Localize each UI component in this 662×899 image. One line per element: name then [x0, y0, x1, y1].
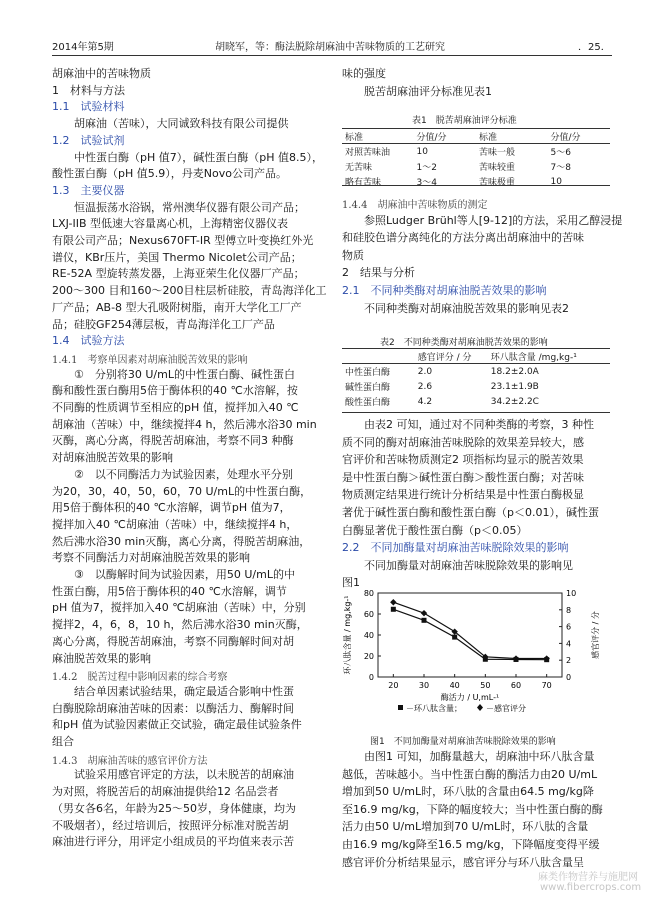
table-cell: 2.6 [417, 381, 433, 392]
table-row [342, 143, 610, 158]
x-tick-label: 70 [541, 681, 552, 690]
figure1-chart [340, 585, 612, 730]
right-text-line: 是中性蛋白酶＞碱性蛋白酶＞酸性蛋白酶；对苦味 [342, 470, 584, 484]
table-cell: 4.2 [417, 396, 433, 407]
table-cell: 碱性蛋白酶 [345, 383, 391, 393]
header-page-number: ．25． [578, 42, 611, 53]
left-text-line: 不同酶的性质调节至相应的pH 值，搅拌加入40 ℃ [52, 401, 299, 414]
table-header-cell: 标准 [345, 133, 364, 143]
table2-caption: 表2 不同种类酶对胡麻油脱苦效果的影响 [380, 338, 548, 348]
table-cell: 3～4 [416, 178, 437, 188]
y-left-tick-label: 80 [363, 589, 374, 598]
table-cell: 略有苦味 [345, 178, 382, 188]
x-tick-label: 50 [480, 681, 491, 690]
header-title: 胡晓军，等：酶法脱除胡麻油中苦味物质的工艺研究 [215, 42, 445, 53]
header-issue: 2014年第5期 [52, 42, 114, 53]
left-text-line: 对胡麻油脱苦效果的影响 [52, 451, 173, 465]
table-row [342, 378, 610, 393]
right-text-line: 官评价和苦味物质测定2 项指标均显示的脱苦效果 [342, 453, 584, 467]
table-cell: 苦味较重 [478, 163, 515, 173]
y-left-tick-label: 60 [363, 610, 374, 619]
table-header-cell: 标准 [478, 133, 497, 143]
left-text-line: 酶和酸性蛋白酶用5倍于酶体积的40 ℃水溶解，按 [52, 384, 298, 398]
x-tick-label: 20 [388, 681, 399, 690]
table-cell: 10 [416, 146, 428, 157]
left-text-line: 为对照，将脱苦后的胡麻油提供给12 名品尝者 [52, 785, 279, 799]
table2-bottom-rule [342, 412, 610, 413]
table-cell: 7～8 [550, 163, 571, 173]
plot-frame [378, 593, 562, 677]
table-cell: 23.1±1.9B [490, 381, 539, 392]
right-text-line: 由表2 可知，通过对不同种类酶的考察，3 种性 [342, 418, 594, 431]
legend-label-peptide: －环八肽含量； [406, 704, 462, 713]
y-left-axis-label: 环八肽含量 / mg,kg-¹ [343, 595, 352, 675]
left-text-line: 1.2 试验试剂 [52, 133, 125, 147]
series-line [393, 609, 546, 659]
left-text-line: ① 分别将30 U/mL的中性蛋白酶、碱性蛋白 [52, 367, 295, 381]
table-header-cell: 环八肽含量 /mg,kg-¹ [490, 353, 577, 363]
x-tick-label: 30 [418, 681, 430, 690]
table1-top-rule [342, 128, 610, 129]
table-header-cell: 感官评分 / 分 [417, 353, 472, 363]
left-text-line: 为20，30，40，50，60，70 U/mL的中性蛋白酶， [52, 484, 312, 498]
left-text-line: 离心分离，得脱苦胡麻油，考察不同酶解时间对胡 [52, 634, 294, 648]
left-text-line: 胡麻油中的苦味物质 [52, 67, 151, 80]
left-text-line: 灭酶，离心分离，得脱苦胡麻油，考察不同3 种酶 [52, 434, 294, 448]
table-cell: 苦味一般 [478, 148, 515, 158]
y-right-axis-label: 感官评分 / 分 [591, 611, 600, 659]
left-text-line: RE-52A 型旋转蒸发器，上海亚荣生化仪器厂产品； [52, 267, 305, 281]
table-row [342, 393, 610, 408]
table-cell: 无苦味 [345, 163, 373, 173]
series-line [393, 602, 546, 658]
legend-diamond-marker [477, 704, 483, 711]
left-text-line: 白酶脱除胡麻油苦味的因素：以酶活力、酶解时间 [52, 701, 294, 715]
left-text-line: 中性蛋白酶（pH 值7），碱性蛋白酶（pH 值8.5）， [52, 150, 323, 164]
left-text-line: 有限公司产品；Nexus670FT-IR 型傅立叶变换红外光 [52, 234, 314, 247]
table-cell: 苦味极重 [478, 178, 515, 188]
table1 [342, 130, 610, 188]
left-text-line: 谱仪，KBr压片，美国 Thermo Nicolet公司产品； [52, 250, 302, 264]
legend-square-marker [398, 705, 403, 710]
data-point-square [391, 607, 396, 612]
table2 [342, 350, 610, 408]
right-text-line: 由图1 可知，加酶量越大，胡麻油中环八肽含量 [342, 750, 595, 763]
right-text-line: 味的强度 [342, 67, 386, 80]
table1-bottom-rule [342, 185, 610, 186]
left-text-line: 胡麻油（苦味），大同诚致科技有限公司提供 [52, 117, 289, 131]
y-right-tick-label: 0 [566, 673, 572, 682]
y-right-tick-label: 6 [566, 622, 572, 632]
left-text-line: 品；硅胶GF254薄层板，青岛海洋化工厂产品 [52, 317, 275, 331]
table-cell: 对照苦味油 [345, 148, 391, 158]
table-cell: 中性蛋白酶 [345, 368, 391, 378]
left-text-line: LXJ-IIB 型低速大容量离心机，上海精密仪器仪表 [52, 217, 289, 231]
y-right-tick-label: 10 [566, 589, 577, 598]
right-text-line: 脱苦胡麻油评分标准见表1 [342, 85, 492, 98]
left-text-line: 胡麻油（苦味）中，继续搅拌4 h，然后沸水浴30 min [52, 417, 317, 431]
table-header-cell: 分值/分 [550, 133, 581, 143]
header-rule [52, 55, 612, 56]
watermark-title: 麻类作物营养与施肥网 [538, 872, 638, 883]
left-text-line: 麻油脱苦效果的影响 [52, 651, 151, 665]
table-cell: 酸性蛋白酶 [345, 398, 391, 408]
right-text-line: 物质 [342, 248, 364, 262]
right-text-line: 2.2 不同加酶量对胡麻油苦味脱除效果的影响 [342, 541, 569, 555]
table-header-cell: 分值/分 [416, 133, 447, 143]
left-text-line: 性蛋白酶，用5倍于酶体积的40 ℃水溶解，调节 [52, 584, 287, 598]
table2-header-rule [342, 363, 610, 364]
left-text-line: pH 值为7，搅拌加入40 ℃胡麻油（苦味）中，分别 [52, 601, 306, 615]
right-text-line: 由16.9 mg/kg降至16.5 mg/kg，下降幅度变得平缓 [342, 838, 600, 851]
table2-top-rule [342, 348, 610, 349]
table1-header-rule [342, 143, 610, 144]
table-cell: 5～6 [550, 148, 571, 158]
left-text-line: 1.4.2 脱苦过程中影响因素的综合考察 [52, 672, 228, 684]
left-text-line: 组合 [52, 735, 74, 748]
left-text-line: ② 以不同酶活力为试验因素，处理水平分别 [52, 467, 293, 481]
left-text-line: 不吸烟者），经过培训后，按照评分标准对脱苦胡 [52, 818, 289, 832]
y-right-tick-label: 8 [566, 605, 572, 615]
left-text-line: 1.4.3 胡麻油苦味的感官评价方法 [52, 755, 208, 767]
figure1-caption: 图1 不同加酶量对胡麻油苦味脱除效果的影响 [370, 737, 556, 747]
left-text-line: 1 材料与方法 [52, 83, 125, 97]
right-text-line: 质不同的酶对胡麻油苦味脱除的效果差异较大，感 [342, 435, 584, 449]
left-text-line: 用5倍于酶体积的40 ℃水溶解，调节pH 值为7， [52, 501, 291, 515]
right-text-line: 感官评价分析结果显示，感官评分与环八肽含量呈 [342, 855, 584, 869]
table-cell: 34.2±2.2C [490, 396, 539, 407]
table-row [342, 363, 610, 378]
right-text-line: 活力由50 U/mL增加到70 U/mL时，环八肽的含量 [342, 820, 589, 834]
right-text-line: 2 结果与分析 [342, 266, 415, 280]
y-left-tick-label: 0 [368, 673, 374, 682]
legend-label-score: －感官评分 [486, 704, 526, 713]
data-point-square [422, 618, 427, 623]
watermark-url: www.fibercrops.com [540, 882, 642, 893]
right-text-line: 1.4.4 胡麻油中苦味物质的测定 [342, 200, 488, 211]
table-cell: 2.0 [417, 366, 433, 377]
right-text-line: 著优于碱性蛋白酶和酸性蛋白酶（p＜0.01），碱性蛋 [342, 506, 599, 519]
left-text-line: 酸性蛋白酶（pH 值5.9），丹麦Novo公司产品。 [52, 167, 287, 181]
left-text-line: 恒温振荡水浴锅，常州澳华仪器有限公司产品； [52, 200, 305, 214]
table1-caption: 表1 脱苦胡麻油评分标准 [412, 116, 517, 126]
left-text-line: 麻油进行评分，用评定小组成员的平均值来表示苦 [52, 835, 294, 849]
left-text-line: 1.3 主要仪器 [52, 183, 125, 197]
left-text-line: 试验采用感官评定的方法，以未脱苦的胡麻油 [52, 768, 294, 782]
left-text-line: 搅拌加入40 ℃胡麻油（苦味）中，继续搅拌4 h， [52, 517, 298, 531]
left-text-line: 1.4.1 考察单因素对胡麻油脱苦效果的影响 [52, 354, 248, 366]
right-text-line: 物质测定结果进行统计分析结果是中性蛋白酶极显 [342, 488, 584, 502]
left-text-line: 1.4 试验方法 [52, 334, 125, 348]
left-text-line: 搅拌2，4，6，8，10 h，然后沸水浴30 min灭酶， [52, 618, 308, 632]
y-left-tick-label: 40 [363, 631, 374, 640]
left-text-line: 1.1 试验材料 [52, 100, 125, 114]
right-text-line: 图1 [342, 576, 360, 590]
x-axis-label: 酶活力 / U,mL-¹ [440, 693, 500, 702]
y-right-tick-label: 2 [566, 656, 572, 666]
left-text-line: 然后沸水浴30 min灭酶，离心分离，得脱苦胡麻油， [52, 534, 311, 548]
right-text-line: 增加到50 U/mL时，环八肽的含量由64.5 mg/kg降 [342, 785, 594, 799]
right-text-line: 和硅胶色谱分离纯化的方法分离出胡麻油中的苦味 [342, 231, 584, 245]
data-point-diamond [390, 599, 396, 605]
data-point-square [452, 635, 457, 640]
left-text-line: （男女各6名，年龄为25～50岁，身体健康，均为 [52, 801, 296, 815]
table-cell: 1～2 [416, 163, 437, 173]
right-text-line: 至16.9 mg/kg，下降的幅度较大；当中性蛋白酶的酶 [342, 802, 603, 816]
right-text-line: 不同种类酶对胡麻油脱苦效果的影响见表2 [342, 301, 569, 315]
left-text-line: 厂产品；AB-8 型大孔吸附树脂，南开大学化工厂产 [52, 300, 302, 314]
left-text-line: 200～300 目和160～200目柱层析硅胶，青岛海洋化工 [52, 284, 327, 298]
left-text-line: ③ 以酶解时间为试验因素，用50 U/mL的中 [52, 568, 295, 581]
left-text-line: 和pH 值为试验因素做正交试验，确定最佳试验条件 [52, 718, 302, 732]
x-tick-label: 40 [449, 681, 460, 690]
left-text-line: 结合单因素试验结果，确定最适合影响中性蛋 [52, 684, 294, 698]
table-row [342, 158, 610, 173]
left-text-line: 考察不同酶活力对胡麻油脱苦效果的影响 [52, 551, 250, 565]
table-header-cell [342, 350, 415, 363]
table-cell: 18.2±2.0A [490, 366, 539, 377]
right-text-line: 白酶显著优于酸性蛋白酶（p＜0.05） [342, 523, 528, 537]
y-right-tick-label: 4 [566, 639, 572, 649]
right-text-line: 越低，苦味越小。当中性蛋白酶的酶活力由20 U/mL [342, 767, 598, 781]
data-point-diamond [421, 610, 427, 616]
right-text-line: 2.1 不同种类酶对胡麻油脱苦效果的影响 [342, 284, 547, 297]
x-tick-label: 60 [510, 681, 522, 690]
right-text-line: 参照Ludger Brühl等人[9-12]的方法，采用乙醇浸提 [342, 213, 623, 227]
table-cell: 10 [550, 176, 562, 187]
right-text-line: 不同加酶量对胡麻油苦味脱除效果的影响见 [342, 558, 573, 572]
y-left-tick-label: 20 [363, 652, 374, 661]
